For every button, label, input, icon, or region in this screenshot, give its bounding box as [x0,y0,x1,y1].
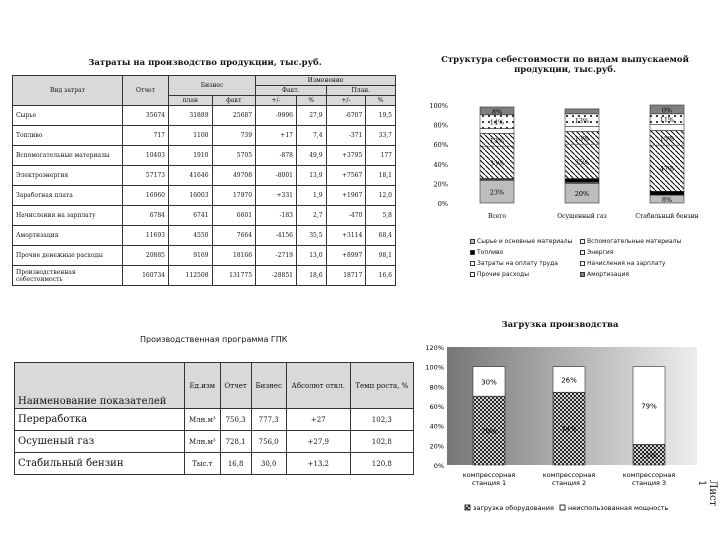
header-cell: Темп роста, % [350,363,413,409]
segment-label: 13% [574,134,590,143]
legend-label: Начисления на зарплату [587,260,666,267]
cell: 7,4 [296,126,326,146]
col-pct: % [296,96,326,106]
cell: +3795 [326,146,366,166]
row-label: Топливо [13,126,123,146]
col-type: Вид затрат [13,76,123,106]
y-tick: 100% [425,363,444,372]
table-row [13,126,396,146]
table-row [13,226,396,246]
bar-label: 30% [481,378,497,387]
cell: 20885 [123,246,169,266]
legend-label: Прочие расходы [477,271,529,278]
row-label: Вспомогательные материалы [13,146,123,166]
y-tick: 40% [433,160,448,169]
cell: -9996 [256,106,297,126]
category-label: станция 1 [471,479,507,487]
col-pm: +/- [256,96,297,106]
legend-label: Сырье и основные материалы [477,238,573,245]
cell: +27,9 [286,431,350,453]
cell: -2719 [256,246,297,266]
cell: 2,7 [296,206,326,226]
y-tick: 40% [429,422,444,431]
legend-item [580,260,665,267]
stack-segment [565,179,599,183]
legend-swatch-icon [465,505,470,510]
legend-label: загрузка оборудования [473,504,554,512]
header-cell: Бизнес [251,363,286,409]
sheet-label: Лист 1 [696,480,718,507]
cell: 177 [366,146,396,166]
stack-segment [480,129,514,134]
segment-label: 14% [489,118,505,127]
cell: -878 [256,146,297,166]
legend-item [470,249,503,256]
y-tick: 100% [429,102,448,110]
cell: 160734 [123,266,169,286]
cell: 16,8 [220,453,251,475]
cell: 18717 [326,266,366,286]
row-label: Производственная себестоимость [13,266,123,286]
y-tick: 60% [429,403,444,411]
cell: 33,7 [366,126,396,146]
cell: 30,0 [251,453,286,475]
cell: +27 [286,409,350,431]
cell: 11693 [123,226,169,246]
row-label: Сырье [13,106,123,126]
table-row [13,206,396,226]
legend-label: Энергия [587,249,614,256]
table-row [13,266,396,286]
legend-swatch-icon [580,261,585,266]
cell: Тыс.т [185,453,221,475]
cell: 12,0 [366,186,396,206]
legend-swatch-icon [470,261,475,266]
legend-swatch-icon [580,250,585,255]
cell: -183 [256,206,297,226]
cell: 739 [212,126,256,146]
cell: 4550 [169,226,213,246]
table-row [15,453,414,475]
stack-segment [650,191,684,195]
cell: 17970 [212,186,256,206]
y-tick: 20% [433,180,448,189]
cell: 13,0 [296,246,326,266]
legend-item [580,238,681,245]
category-label: компрессорная [542,471,596,479]
cell: 49,9 [296,146,326,166]
cell: 35674 [123,106,169,126]
row-label: Начисления на зарплату [13,206,123,226]
cell: 68,4 [366,226,396,246]
segment-label: 35% [574,158,590,167]
legend-label: неиспользованная мощность [568,504,669,512]
category-label: Стабильный бензин [635,213,699,220]
cell: +1967 [326,186,366,206]
row-label: Стабильный бензин [15,453,185,475]
costs-title: Затраты на производство продукции, тыс.руб. [88,58,322,68]
program-table [14,362,414,475]
cell: 9169 [169,246,213,266]
col-business: Бизнес [169,76,256,96]
cell: 1,9 [296,186,326,206]
stack-segment [565,109,599,114]
legend-swatch-icon [580,272,585,277]
y-tick: 120% [425,344,444,352]
col-change: Изменение [256,76,396,86]
cell: -6707 [326,106,366,126]
cell: 728,1 [220,431,251,453]
cell: 31889 [169,106,213,126]
segment-label: 33% [489,159,505,168]
structure-legend [470,238,710,288]
header-cell: Наименование показателей [15,363,185,409]
segment-label: 23% [489,188,505,197]
cell: 1100 [169,126,213,146]
cell: 18,6 [296,266,326,286]
cell: 112508 [169,266,213,286]
row-label: Прочие денежные расходы [13,246,123,266]
category-label: Осушенный газ [557,213,607,220]
program-title: Производственная программа ГПК [140,335,288,344]
legend-label: Вспомогательные материалы [587,238,682,245]
cell: +13,2 [286,453,350,475]
y-tick: 80% [429,383,444,392]
table-row [15,409,414,431]
cell: Млн.м³ [185,431,221,453]
cell: -371 [326,126,366,146]
table-row [13,246,396,266]
segment-label: 47% [659,165,675,174]
col-fact-sub: факт [212,96,256,106]
segment-label: 11% [659,116,675,125]
row-label: Осушеный газ [15,431,185,453]
cell: 717 [123,126,169,146]
cell: 5705 [212,146,256,166]
bar-label: 26% [561,376,577,385]
segment-label: 13% [574,117,590,126]
cell: 27,9 [296,106,326,126]
cell: +7567 [326,166,366,186]
legend-swatch-icon [580,239,585,244]
row-label: Амортизация [13,226,123,246]
load-chart [415,340,705,520]
cell: 25687 [212,106,256,126]
cell: 35,5 [296,226,326,246]
cell: -28851 [256,266,297,286]
col-fact: Факт. [256,86,327,96]
bar-label: 79% [641,402,657,411]
segment-label: 0% [661,106,673,115]
col-plan: План. [326,86,395,96]
cell: 6784 [123,206,169,226]
cell: +331 [256,186,297,206]
row-label: Переработка [15,409,185,431]
cell: 49708 [212,166,256,186]
segment-label: 13% [489,136,505,145]
cell: 102,8 [350,431,413,453]
legend-label: Амортизация [587,271,629,278]
cell: +8997 [326,246,366,266]
cell: 7664 [212,226,256,246]
col-plan-sub: план [169,96,213,106]
cell: +17 [256,126,297,146]
cell: 16960 [123,186,169,206]
load-title: Загрузка производства [501,320,619,330]
cell: 1910 [169,146,213,166]
costs-table [12,75,396,286]
category-label: Всего [487,213,507,220]
cell: 57173 [123,166,169,186]
legend-item [470,238,572,245]
segment-label: 8% [661,196,673,205]
legend-label: Затраты на оплату труда [477,260,558,267]
cell: 102,3 [350,409,413,431]
cell: 98,1 [366,246,396,266]
col-pct: % [366,96,396,106]
cell: 10403 [123,146,169,166]
cell: -8001 [256,166,297,186]
stack-segment [650,125,684,131]
cell: 13,9 [296,166,326,186]
y-tick: 0% [437,200,448,208]
cell: 18,1 [366,166,396,186]
row-label: Заработная плата [13,186,123,206]
table-row [13,106,396,126]
legend-swatch-icon [470,250,475,255]
cell: 6741 [169,206,213,226]
cell: 41646 [169,166,213,186]
legend-item [580,249,613,256]
legend-swatch-icon [470,272,475,277]
y-tick: 80% [433,121,448,130]
bar-label: 21% [641,451,657,460]
legend-label: Топливо [477,249,504,256]
cell: 756,0 [251,431,286,453]
category-label: станция 2 [551,479,587,487]
table-row [13,186,396,206]
col-report: Отчет [123,76,169,106]
stack-segment [565,127,599,132]
cell: 5,8 [366,206,396,226]
category-label: компрессорная [622,471,676,479]
header-cell: Отчет [220,363,251,409]
segment-label: 20% [574,190,590,199]
cell: 16,6 [366,266,396,286]
y-tick: 20% [429,442,444,451]
row-label: Электроэнергия [13,166,123,186]
cell: 19,5 [366,106,396,126]
header-cell: Ед.изм [185,363,221,409]
cell: 777,3 [251,409,286,431]
legend-item [470,271,529,278]
cell: 6601 [212,206,256,226]
cell: 131775 [212,266,256,286]
cell: -470 [326,206,366,226]
y-tick: 60% [433,141,448,150]
bar-label: 70% [481,427,497,436]
structure-title: Структура себестоимости по видам выпускаемой продукции, тыс.руб. [441,55,689,75]
legend-swatch-icon [470,239,475,244]
cell: -4156 [256,226,297,246]
cell: 18166 [212,246,256,266]
cell: Млн.м³ [185,409,221,431]
y-tick: 0% [433,462,444,470]
legend-swatch-icon [560,505,565,510]
cell: 750,3 [220,409,251,431]
structure-chart [420,95,720,225]
table-row [15,431,414,453]
legend-item [470,260,558,267]
segment-label: 8% [491,107,503,116]
category-label: станция 3 [631,479,667,487]
category-label: компрессорная [462,471,516,479]
cell: 16003 [169,186,213,206]
cell: 120,8 [350,453,413,475]
bar-label: 74% [561,425,577,434]
table-row [13,146,396,166]
header-cell: Абсолют откл. [286,363,350,409]
col-pm: +/- [326,96,366,106]
legend-item [580,271,629,278]
cell: +3114 [326,226,366,246]
segment-label: 15% [659,134,675,143]
table-row [13,166,396,186]
